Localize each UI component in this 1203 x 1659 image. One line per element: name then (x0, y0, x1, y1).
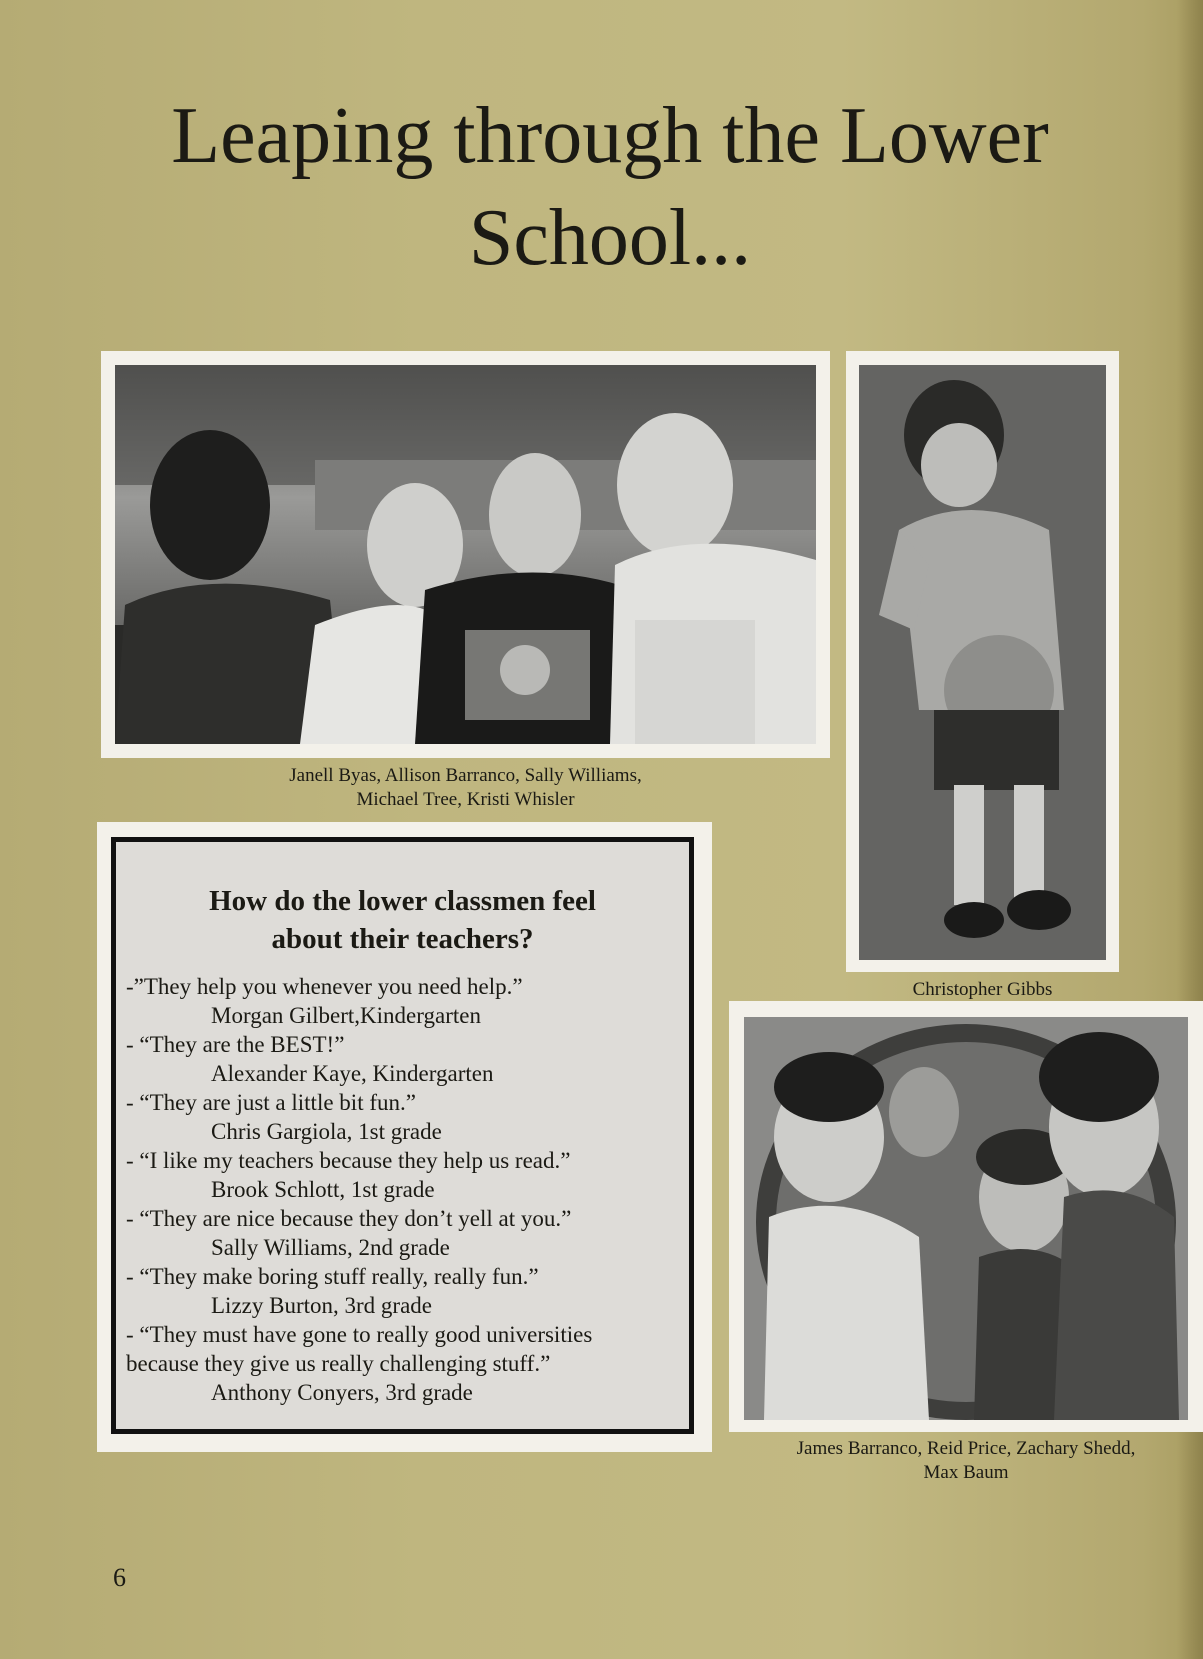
quote-text-continued: because they give us really challenging stuff.” (126, 1351, 551, 1376)
quote-box-inner (111, 837, 694, 1434)
quote-text: - “They make boring stuff really, really fun.” (126, 1264, 539, 1289)
quote-text: - “They are just a little bit fun.” (126, 1090, 416, 1115)
quote-attribution: Alexander Kaye, Kindergarten (211, 1061, 494, 1086)
group-photo (115, 365, 816, 744)
group-photo-caption (101, 764, 830, 812)
quote-text: - “They are nice because they don’t yell at you.” (126, 1206, 572, 1231)
quote-attribution: Morgan Gilbert,Kindergarten (211, 1003, 481, 1028)
group-photo-caption-line-2: Michael Tree, Kristi Whisler (356, 789, 575, 810)
quote-list (126, 972, 686, 1407)
tunnel-photo-caption-line-1: James Barranco, Reid Price, Zachary Shedd, (796, 1438, 1136, 1459)
tunnel-photo (744, 1017, 1188, 1420)
ball-photo-frame (846, 351, 1119, 972)
quote-heading-line-2: about their teachers? (271, 923, 534, 955)
quote-attribution: Lizzy Burton, 3rd grade (211, 1293, 432, 1318)
title-line-1: Leaping through the Lower (171, 92, 1049, 180)
title-line-2: School... (468, 194, 752, 282)
quote-text: - “I like my teachers because they help us read.” (126, 1148, 571, 1173)
quote-attribution: Chris Gargiola, 1st grade (211, 1119, 442, 1144)
quote-heading-line-1: How do the lower classmen feel (209, 885, 596, 917)
quote-box (97, 822, 712, 1452)
tunnel-photo-caption-line-2: Max Baum (923, 1462, 1009, 1483)
ball-photo-caption: Christopher Gibbs (912, 979, 1053, 1000)
group-photo-caption-line-1: Janell Byas, Allison Barranco, Sally Williams, (289, 765, 642, 786)
tunnel-photo-caption (729, 1437, 1203, 1485)
quote-attribution: Anthony Conyers, 3rd grade (211, 1380, 473, 1405)
quote-text: - “They must have gone to really good universities (126, 1322, 593, 1347)
quote-heading (116, 882, 689, 958)
quote-attribution: Brook Schlott, 1st grade (211, 1177, 435, 1202)
page-title (60, 85, 1160, 289)
tunnel-photo-frame (729, 1001, 1203, 1432)
quote-text: - “They are the BEST!” (126, 1032, 345, 1057)
quote-attribution: Sally Williams, 2nd grade (211, 1235, 450, 1260)
ball-photo (859, 365, 1106, 960)
page-number: 6 (113, 1563, 126, 1592)
group-photo-frame (101, 351, 830, 758)
quote-text: -”They help you whenever you need help.” (126, 974, 523, 999)
